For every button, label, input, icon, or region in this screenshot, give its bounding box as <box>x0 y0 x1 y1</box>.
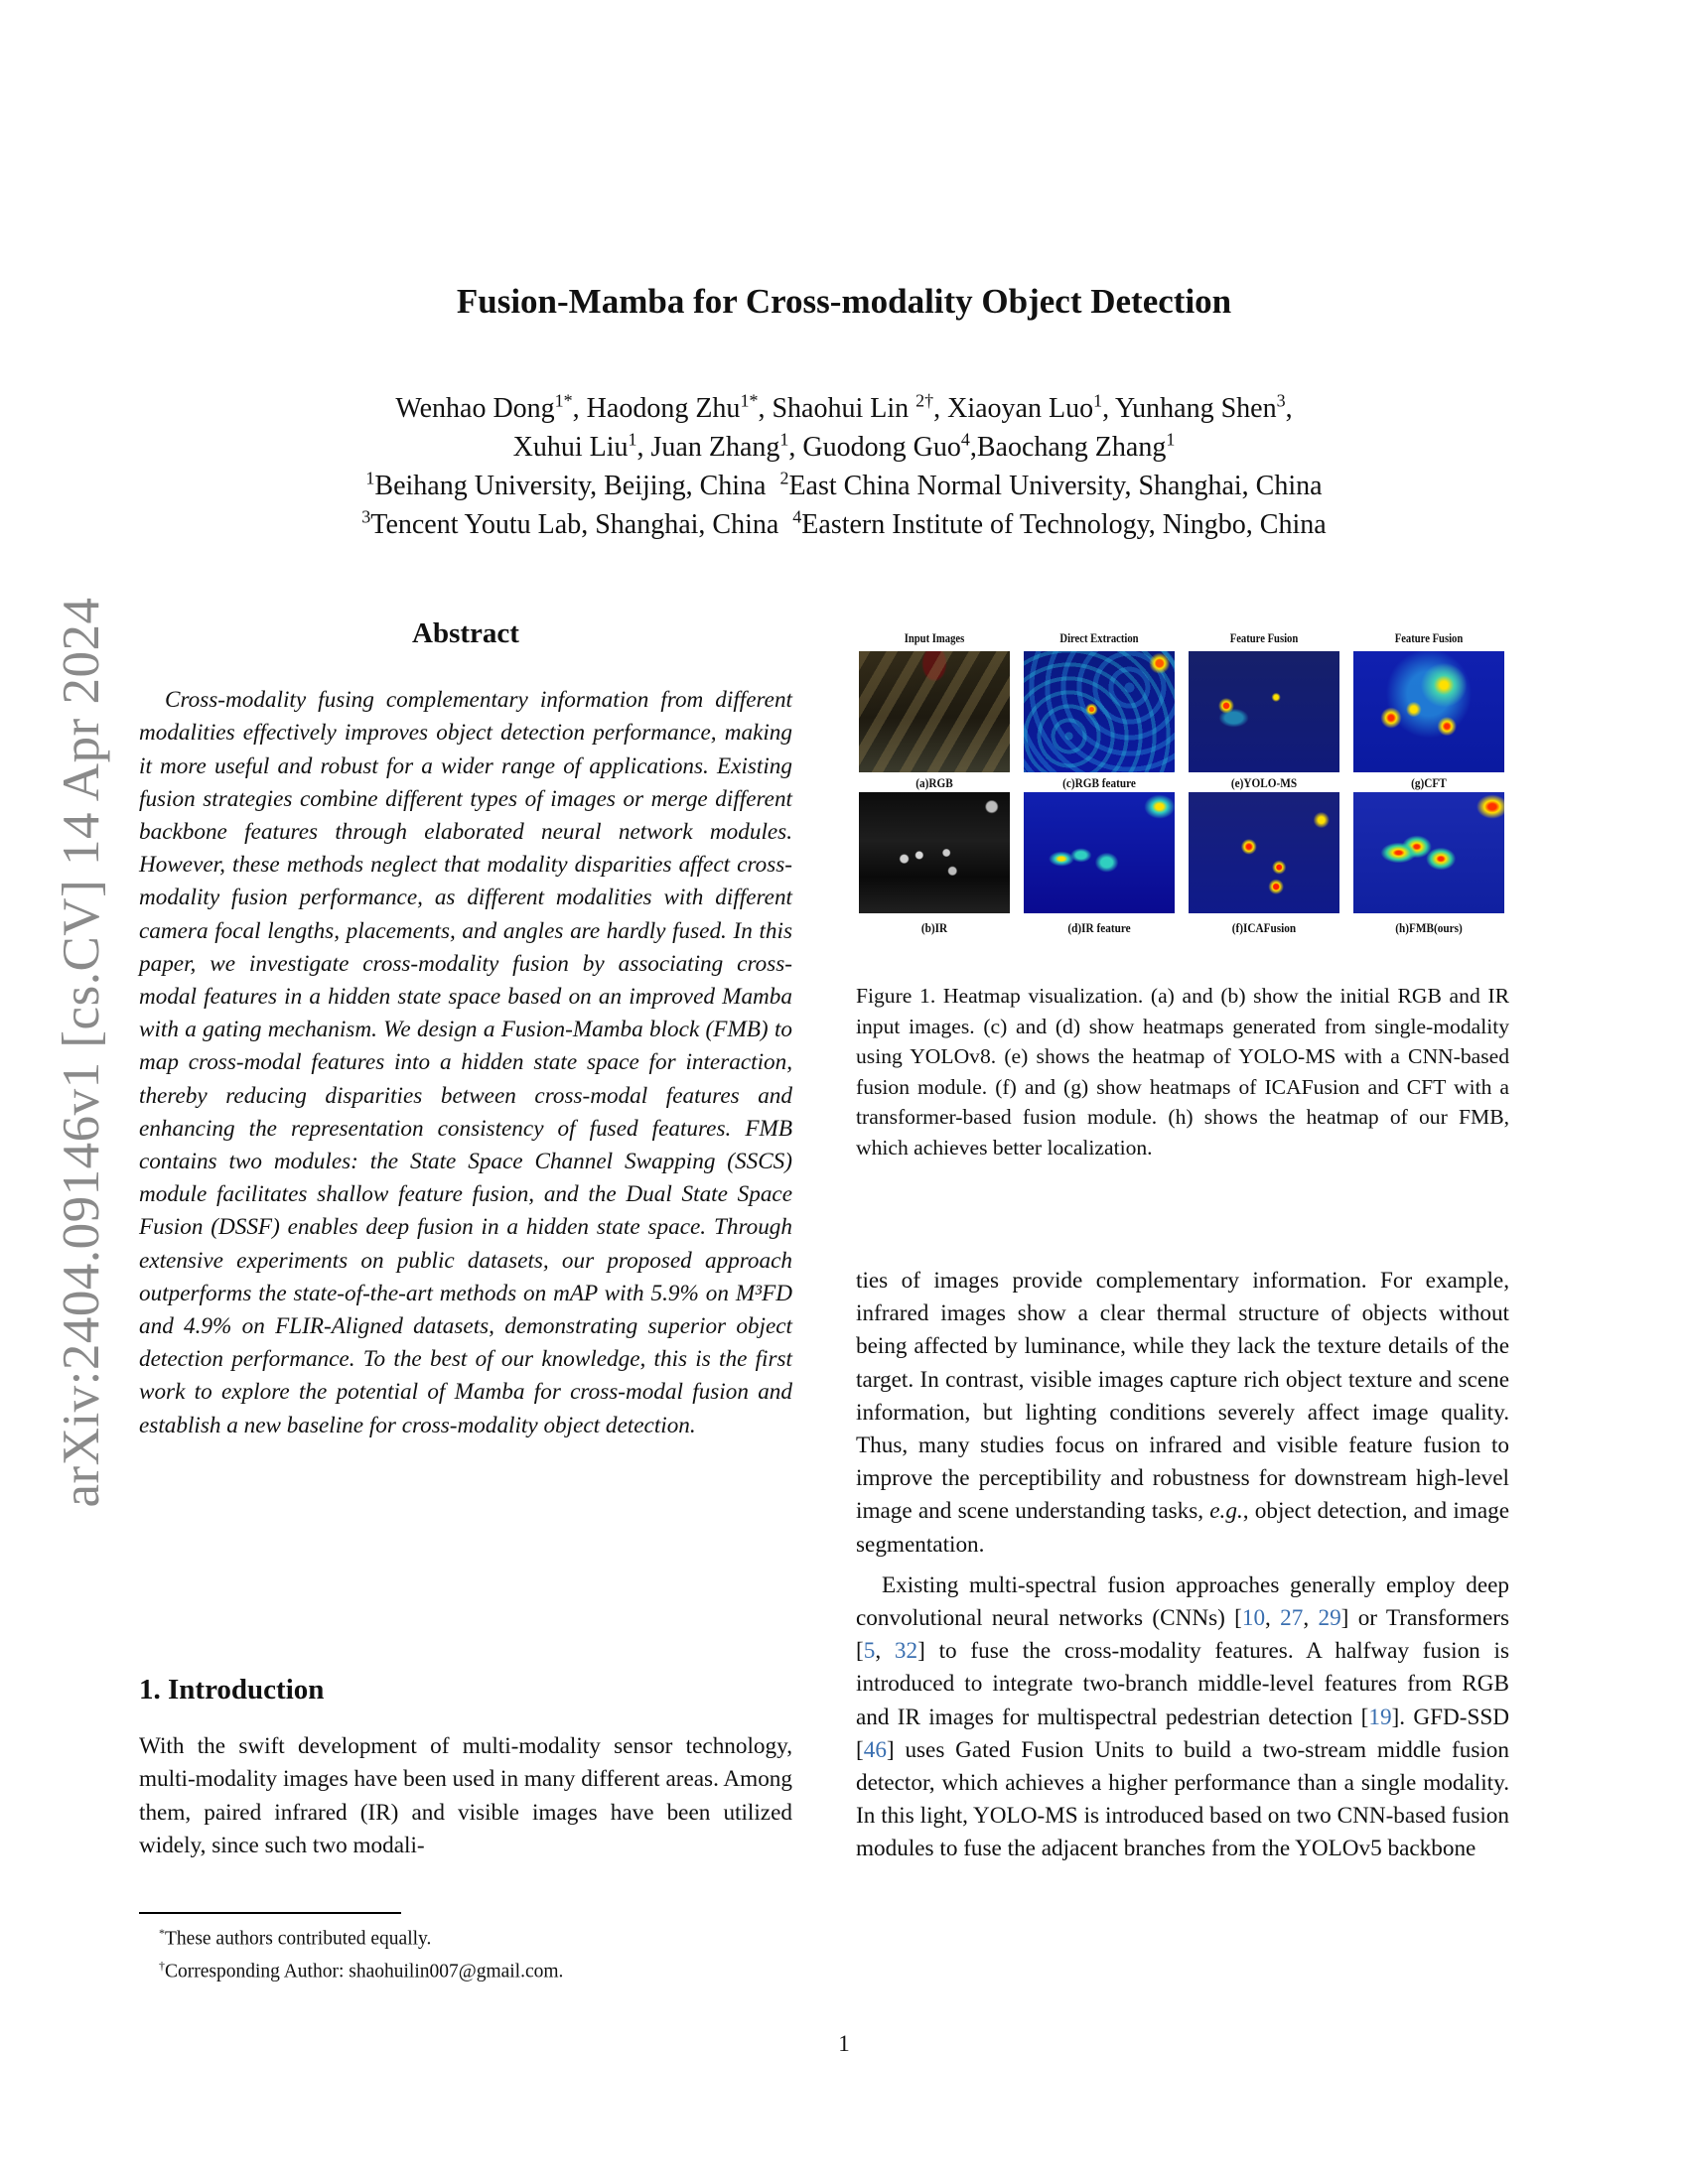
footnote-divider <box>139 1912 401 1914</box>
figure-panel-label: (d)IR feature <box>1067 921 1131 935</box>
citation-link[interactable]: 5 <box>863 1638 876 1665</box>
author-line-1: Wenhao Dong$^{1*}$, Haodong Zhu$^{1*}$, Shaohui Lin $^{2\dagger}$, Xiaoyan Luo$^1$, Yunhang Shen$^3$, <box>395 390 1293 424</box>
abstract-heading: Abstract <box>412 617 519 649</box>
abstract-section <box>139 617 792 1442</box>
figure-column-header: Feature Fusion <box>1394 631 1464 645</box>
arxiv-stamp: arXiv:2404.09146v1 [cs.CV] 14 Apr 2024 <box>53 597 110 1508</box>
footnote-corresponding-author: †Corresponding Author: shaohuilin007@gmail.com. <box>159 1958 564 1981</box>
page-number: 1 <box>838 2031 850 2056</box>
figure-panel-image <box>1189 792 1339 913</box>
figure-column-header: Direct Extraction <box>1059 631 1139 645</box>
figure-1-caption: Figure 1. Heatmap visualization. (a) and (b) show the initial RGB and IR input images. (c) and (d) show heatmaps generated from single-modality using YOLOv8. (e) shows the heatmap of YOLO-MS with a CNN-based fusion module. (f) and (g) show heatmaps of ICAFusion and CFT with a transformer-based fusion module. (h) shows the heatmap of our FMB, which achieves better localization. <box>856 984 1509 1160</box>
affiliation-marker: 3 <box>361 506 371 527</box>
citation-link[interactable]: 10 <box>1241 1605 1266 1632</box>
figure-panel-image <box>1353 651 1504 772</box>
affiliation-marker: 1 <box>1093 390 1103 411</box>
citation-link[interactable]: 46 <box>863 1736 887 1763</box>
affiliation-marker: 3 <box>1276 390 1286 411</box>
citation-link[interactable]: 32 <box>894 1638 918 1665</box>
citation-link[interactable]: 19 <box>1368 1704 1392 1730</box>
figure-panel-label: (c)RGB feature <box>1062 776 1136 790</box>
author-name: Haodong Zhu <box>586 393 741 424</box>
affiliation-marker: 1* <box>740 390 759 411</box>
affiliation-marker: 2† <box>915 390 934 411</box>
citation-link[interactable]: 29 <box>1318 1605 1341 1632</box>
affiliation-marker: 1* <box>554 390 573 411</box>
figure-1 <box>856 631 1511 949</box>
affiliation-marker: 1 <box>365 468 375 488</box>
figure-panel-label: (e)YOLO-MS <box>1230 776 1298 790</box>
figure-panel-image <box>1189 651 1339 772</box>
author-name: Baochang Zhang <box>976 432 1167 463</box>
author-name: Juan Zhang <box>650 432 780 463</box>
figure-panel-label: (h)FMB(ours) <box>1395 921 1463 935</box>
author-name: Wenhao Dong <box>395 393 555 424</box>
citation-link[interactable]: 27 <box>1280 1605 1304 1632</box>
figure-panel-image <box>1353 792 1504 913</box>
affiliation-line-2 <box>0 505 1688 544</box>
affiliation-marker: 1 <box>628 429 637 450</box>
affiliation-marker: 4 <box>792 506 802 527</box>
affiliation-text: Tencent Youtu Lab, Shanghai, China <box>370 509 779 540</box>
author-name: Xiaoyan Luo <box>947 393 1094 424</box>
figure-column-header: Input Images <box>904 631 965 645</box>
footnotes <box>159 1920 563 1984</box>
intro-paragraph-1: With the swift development of multi-modality sensor technology, multi-modality images have been used in many different areas. Among them, paired infrared (IR) and visible images have been utilized widely, since such two modali- <box>139 1733 792 1858</box>
affiliation-marker: 4 <box>960 429 970 450</box>
paper-title: Fusion-Mamba for Cross-modality Object Detection <box>456 282 1232 321</box>
affiliation-marker: 2 <box>779 468 789 488</box>
author-name: Xuhui Liu <box>512 432 629 463</box>
introduction-heading: 1. Introduction <box>139 1674 325 1706</box>
figure-panel-label: (f)ICAFusion <box>1231 921 1297 935</box>
intro-paragraph-2: ties of images provide complementary information. For example, infrared images show a clear thermal structure of objects without being affected by luminance, while they lack the texture details of the target. In contrast, visible images capture rich object texture and scene information, but lighting conditions severely affect image quality. Thus, many studies focus on infrared and visible feature fusion to improve the perceptibility and robustness for downstream high-level image and scene understanding tasks, e.g., object detection, and image segmentation. <box>856 1268 1509 1558</box>
affiliation-marker: 1 <box>779 429 789 450</box>
figure-panel-image <box>1024 792 1175 913</box>
author-name: Guodong Guo <box>802 432 961 463</box>
affiliation-text: East China Normal University, Shanghai, China <box>788 471 1323 501</box>
affiliation-text: Beihang University, Beijing, China <box>374 471 767 501</box>
figure-column-header: Feature Fusion <box>1229 631 1299 645</box>
figure-panel-image <box>859 792 1010 913</box>
author-name: Shaohui Lin <box>772 393 916 424</box>
author-line-2: Xuhui Liu$^1$, Juan Zhang$^1$, Guodong Guo$^4$,Baochang Zhang$^1$ <box>512 429 1176 463</box>
figure-panel-label: (g)CFT <box>1411 776 1447 790</box>
footnote-equal-contribution: *These authors contributed equally. <box>159 1926 432 1950</box>
affiliation-text: Eastern Institute of Technology, Ningbo, China <box>801 509 1327 540</box>
figure-panel-image <box>859 651 1010 772</box>
abstract-text: Cross-modality fusing complementary information from different modalities effectively improves object detection performance, making it more useful and robust for a wider range of applications. Existing fusion strategies combine different types of images or merge different backbone features through elaborated neural network modules. However, these methods neglect that modality disparities affect cross-modality fusion performance, as different modalities with different camera focal lengths, placements, and angles are hardly fused. In this paper, we investigate cross-modality fusion by associating cross-modal features in a hidden state space based on an improved Mamba with a gating mechanism. We design a Fusion-Mamba block (FMB) to map cross-modal features into a hidden state space for interaction, thereby reducing disparities between cross-modal features and enhancing the representation consistency of fused features. FMB contains two modules: the State Space Channel Swapping (SSCS) module facilitates shallow feature fusion, and the Dual State Space Fusion (DSSF) enables deep fusion in a hidden state space. Through extensive experiments on public datasets, our proposed approach outperforms the state-of-the-art methods on mAP with 5.9% on M³FD and 4.9% on FLIR-Aligned datasets, demonstrating superior object detection performance. To the best of our knowledge, this is the first work to explore the potential of Mamba for cross-modal fusion and establish a new baseline for cross-modality object detection. <box>139 687 792 1438</box>
author-name: Yunhang Shen <box>1115 393 1277 424</box>
intro-paragraph-3: Existing multi-spectral fusion approaches generally employ deep convolutional neural networks (CNNs) [10, 27, 29] or Transformers [5, 32] to fuse the cross-modality features. A halfway fusion is introduced to integrate two-branch middle-level features from RGB and IR images for multispectral pedestrian detection [19]. GFD-SSD [46] uses Gated Fusion Units to build a two-stream middle fusion detector, which achieves a higher performance than a single modality. In this light, YOLO-MS is introduced based on two CNN-based fusion modules to fuse the adjacent branches from the YOLOv5 backbone <box>856 1571 1510 1862</box>
figure-panel-label: (a)RGB <box>915 776 953 790</box>
introduction-continued <box>856 1265 1509 1866</box>
introduction-section <box>139 1674 792 1862</box>
author-block <box>0 389 1688 544</box>
affiliation-line-1 <box>0 467 1688 505</box>
figure-panel-label: (b)IR <box>920 921 948 935</box>
affiliation-marker: 1 <box>1166 429 1176 450</box>
figure-panel-image <box>1024 651 1175 772</box>
